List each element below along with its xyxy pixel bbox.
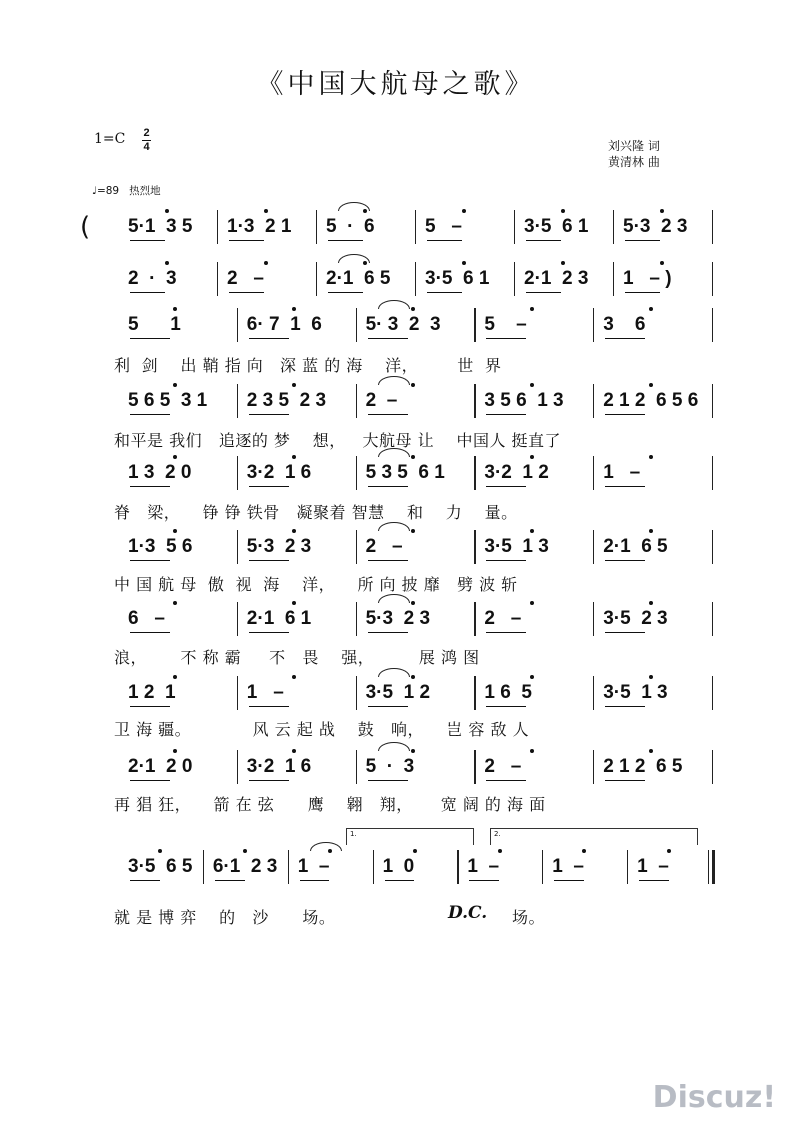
tempo-marking [92,183,161,198]
octave-dot [561,261,565,265]
octave-dot [411,455,415,459]
barline [593,308,594,342]
barline [217,210,218,244]
barline [474,750,475,784]
octave-dot [411,529,415,533]
measure-notes: 3·2 1 6 [246,462,312,483]
octave-dot [660,261,664,265]
second-ending-bracket [490,828,698,845]
measure-notes: 3·5 6 5 [128,856,193,877]
barline [415,210,416,244]
octave-dot [292,529,296,533]
slur [378,668,410,677]
barline [373,850,374,884]
octave-dot [165,209,169,213]
octave-dot [411,383,415,387]
barline [356,530,357,564]
octave-dot [173,675,177,679]
beam-underline [469,880,499,881]
octave-dot [667,849,671,853]
barline [712,602,713,636]
beam-underline [605,486,645,487]
octave-dot [264,209,268,213]
beam-underline [328,240,363,241]
watermark-logo: Discuz! [652,1080,776,1115]
beam-underline [249,486,289,487]
barline [237,456,238,490]
measure-notes: 1·3 5 6 [128,536,193,557]
beam-underline [427,292,462,293]
beam-underline [639,880,669,881]
slur [378,522,410,531]
beam-underline [368,338,408,339]
octave-dot [530,601,534,605]
measure-notes: 2 – [484,608,522,629]
lyrics-line: 利 剑 出 鞘 指 向 深 蓝 的 海 洋， 世 界 [114,356,502,375]
octave-dot [411,675,415,679]
slur [310,842,342,851]
lyrics-line: 再 猖 狂， 箭 在 弦 鹰 翱 翔， 宽 阔 的 海 面 [114,795,546,814]
measure-notes: 2 – [227,268,264,289]
beam-underline [130,338,170,339]
time-signature-top: 2 [143,127,150,139]
measure-notes: 1 – [246,682,284,703]
octave-dot [173,529,177,533]
measure-notes: 1·3 2 1 [227,216,292,237]
measure-notes: 2·1 2 0 [128,756,193,777]
barline [712,210,713,244]
beam-underline [130,880,160,881]
octave-dot [649,455,653,459]
barline [474,456,475,490]
key-signature: 1=C [94,131,126,147]
measure-notes: 3·5 6 1 [425,268,490,289]
measure-notes: 2 3 5 2 3 [246,390,327,411]
octave-dot [411,601,415,605]
beam-underline [130,706,170,707]
beam-underline [486,560,526,561]
octave-dot [292,455,296,459]
beam-underline [486,414,526,415]
measure-notes: 3 5 6 1 3 [484,390,564,411]
measure-notes: 3·5 1 3 [484,536,549,557]
octave-dot [660,209,664,213]
measure-notes: 3 6 [603,314,646,335]
second-ending-label: 2. [494,830,501,838]
barline [627,850,628,884]
beam-underline [229,292,264,293]
barline [237,384,238,418]
beam-underline [300,880,330,881]
barline [356,308,357,342]
lyrics-line: 脊 梁， 铮 铮 铁骨 凝聚着 智慧 和 力 量。 [114,503,518,522]
octave-dot [173,749,177,753]
barline [474,384,475,418]
beam-underline [486,486,526,487]
song-title: 《中国大航母之歌》 [256,69,536,100]
octave-dot [649,749,653,753]
da-capo-marking: D.C. [448,903,488,923]
measure-notes: 6 – [128,608,165,629]
barline [474,530,475,564]
octave-dot [413,849,417,853]
octave-dot [530,529,534,533]
octave-dot [530,749,534,753]
beam-underline [130,292,165,293]
barline [356,676,357,710]
barline [712,384,713,418]
beam-underline [605,632,645,633]
barline [712,456,713,490]
barline [203,850,204,884]
slur [378,300,410,309]
octave-dot [173,455,177,459]
ending-lyric: 场。 [512,908,546,927]
slur [378,594,410,603]
barline [593,676,594,710]
barline [542,850,543,884]
beam-underline [526,292,561,293]
barline [356,750,357,784]
measure-notes: 5 – [484,314,527,335]
lyrics-line: 和平是 我们 追逐的 梦 想， 大航母 让 中国人 挺直了 [114,431,562,450]
beam-underline [486,706,526,707]
octave-dot [243,849,247,853]
lyrics-line: 卫 海 疆。 风 云 起 战 鼓 响， 岂 容 敌 人 [114,720,530,739]
beam-underline [625,240,660,241]
measure-notes: 1 0 [382,856,415,877]
barline [474,308,475,342]
octave-dot [292,749,296,753]
octave-dot [649,383,653,387]
measure-notes: 3·5 1 3 [603,682,668,703]
measure-notes: 2 – [484,756,522,777]
measure-notes: 5 6 5 3 1 [128,390,208,411]
beam-underline [130,486,170,487]
measure-notes: 5·3 2 3 [365,608,431,629]
barline [288,850,289,884]
barline [593,750,594,784]
octave-dot [173,307,177,311]
octave-dot [411,307,415,311]
octave-dot [173,601,177,605]
barline [415,262,416,296]
measure-notes: 2 1 2 6 5 [603,756,683,777]
beam-underline [605,706,645,707]
octave-dot [411,749,415,753]
measure-notes: 3·5 6 1 [524,216,589,237]
measure-notes: 2·1 6 5 [603,536,668,557]
intro-open-paren: ( [80,212,91,242]
beam-underline [554,880,584,881]
barline [356,384,357,418]
octave-dot [561,209,565,213]
credits [608,138,660,170]
barline [217,262,218,296]
measure-notes: 2 – [365,390,398,411]
beam-underline [427,240,462,241]
measure-notes: 1 6 5 [484,682,532,703]
measure-notes: 6· 7 1 6 [246,314,322,335]
beam-underline [249,338,289,339]
barline [593,384,594,418]
octave-dot [292,307,296,311]
beam-underline [328,292,363,293]
beam-underline [368,706,408,707]
measure-notes: 3·2 1 6 [246,756,312,777]
measure-notes: 1 – [552,856,584,877]
barline [457,850,458,884]
beam-underline [486,632,526,633]
measure-notes: 5·3 2 3 [246,536,312,557]
measure-notes: 2 · 3 [128,268,177,289]
barline [712,262,713,296]
octave-dot [649,601,653,605]
measure-notes: 1 – [603,462,641,483]
beam-underline [486,780,526,781]
time-signature-bottom: 4 [143,141,150,153]
beam-underline [605,338,645,339]
barline [613,262,614,296]
octave-dot [292,383,296,387]
barline [237,308,238,342]
octave-dot [173,383,177,387]
measure-notes: 5 – [425,216,462,237]
measure-notes: 5 · 3 [365,756,415,777]
octave-dot [158,849,162,853]
measure-notes: 1 – [637,856,669,877]
octave-dot [649,529,653,533]
barline [712,530,713,564]
measure-notes: 6·1 2 3 [212,856,278,877]
barline [237,750,238,784]
barline [593,602,594,636]
measure-notes: 2·1 2 3 [524,268,589,289]
beam-underline [368,486,408,487]
final-barline [708,850,709,884]
measure-notes: 2 1 2 6 5 6 [603,390,699,411]
measure-notes: 5 3 5 6 1 [365,462,445,483]
slur [378,376,410,385]
measure-notes: 3·2 1 2 [484,462,549,483]
measure-notes: 1 3 2 0 [128,462,192,483]
slur [378,742,410,751]
beam-underline [368,560,408,561]
octave-dot [498,849,502,853]
barline [237,530,238,564]
beam-underline [130,240,165,241]
beam-underline [605,780,645,781]
octave-dot [649,675,653,679]
barline [712,750,713,784]
barline [514,210,515,244]
octave-dot [462,209,466,213]
octave-dot [165,261,169,265]
octave-dot [462,261,466,265]
measure-notes: 5· 3 2 3 [365,314,441,335]
composer: 黄清林 曲 [608,155,660,169]
beam-underline [249,780,289,781]
measure-notes: 1 – ) [623,268,672,289]
measure-notes: 1 2 1 [128,682,176,703]
octave-dot [292,601,296,605]
barline [237,676,238,710]
octave-dot [649,307,653,311]
barline [474,602,475,636]
beam-underline [130,632,170,633]
beam-underline [249,706,289,707]
measure-notes: 5 1 [128,314,181,335]
beam-underline [368,414,408,415]
measure-notes: 1 – [467,856,500,877]
first-ending-label: 1. [350,830,357,838]
beam-underline [249,560,289,561]
beam-underline [130,414,170,415]
measure-notes: 2 – [365,536,403,557]
barline [514,262,515,296]
barline [356,602,357,636]
beam-underline [605,560,645,561]
measure-notes: 1 – [297,856,330,877]
lyrics-line: 中 国 航 母 傲 视 海 洋， 所 向 披 靡 劈 波 斩 [114,575,518,594]
barline [593,530,594,564]
beam-underline [130,560,170,561]
measure-notes: 3·5 1 2 [365,682,431,703]
lyricist: 刘兴隆 词 [608,139,660,153]
octave-dot [582,849,586,853]
beam-underline [229,240,264,241]
tempo-style: 热烈地 [129,185,161,197]
barline [356,456,357,490]
beam-underline [130,780,170,781]
octave-dot [530,675,534,679]
beam-underline [368,632,408,633]
measure-notes: 5·1 3 5 [128,216,193,237]
beam-underline [385,880,415,881]
barline [712,308,713,342]
slur [338,202,370,211]
beam-underline [605,414,645,415]
measure-notes: 3·5 2 3 [603,608,668,629]
barline [712,676,713,710]
beam-underline [625,292,660,293]
beam-underline [215,880,245,881]
beam-underline [249,414,289,415]
lyrics-line: 浪， 不 称 霸 不 畏 强， 展 鸿 图 [114,648,480,667]
measure-notes: 2·1 6 5 [326,268,391,289]
octave-dot [264,261,268,265]
measure-notes: 5 · 6 [326,216,375,237]
octave-dot [530,455,534,459]
tempo-value: ♩=89 [92,185,120,197]
measure-notes: 2·1 6 1 [246,608,312,629]
octave-dot [292,675,296,679]
beam-underline [368,780,408,781]
slur [338,254,370,263]
barline [316,210,317,244]
time-signature [142,128,151,153]
final-barline [712,850,715,884]
barline [316,262,317,296]
barline [593,456,594,490]
barline [237,602,238,636]
first-ending-bracket [346,828,474,845]
octave-dot [530,307,534,311]
barline [474,676,475,710]
measure-notes: 5·3 2 3 [623,216,688,237]
beam-underline [249,632,289,633]
beam-underline [486,338,526,339]
lyrics-line: 就 是 博 弈 的 沙 场。 [114,908,336,927]
beam-underline [526,240,561,241]
octave-dot [530,383,534,387]
barline [613,210,614,244]
